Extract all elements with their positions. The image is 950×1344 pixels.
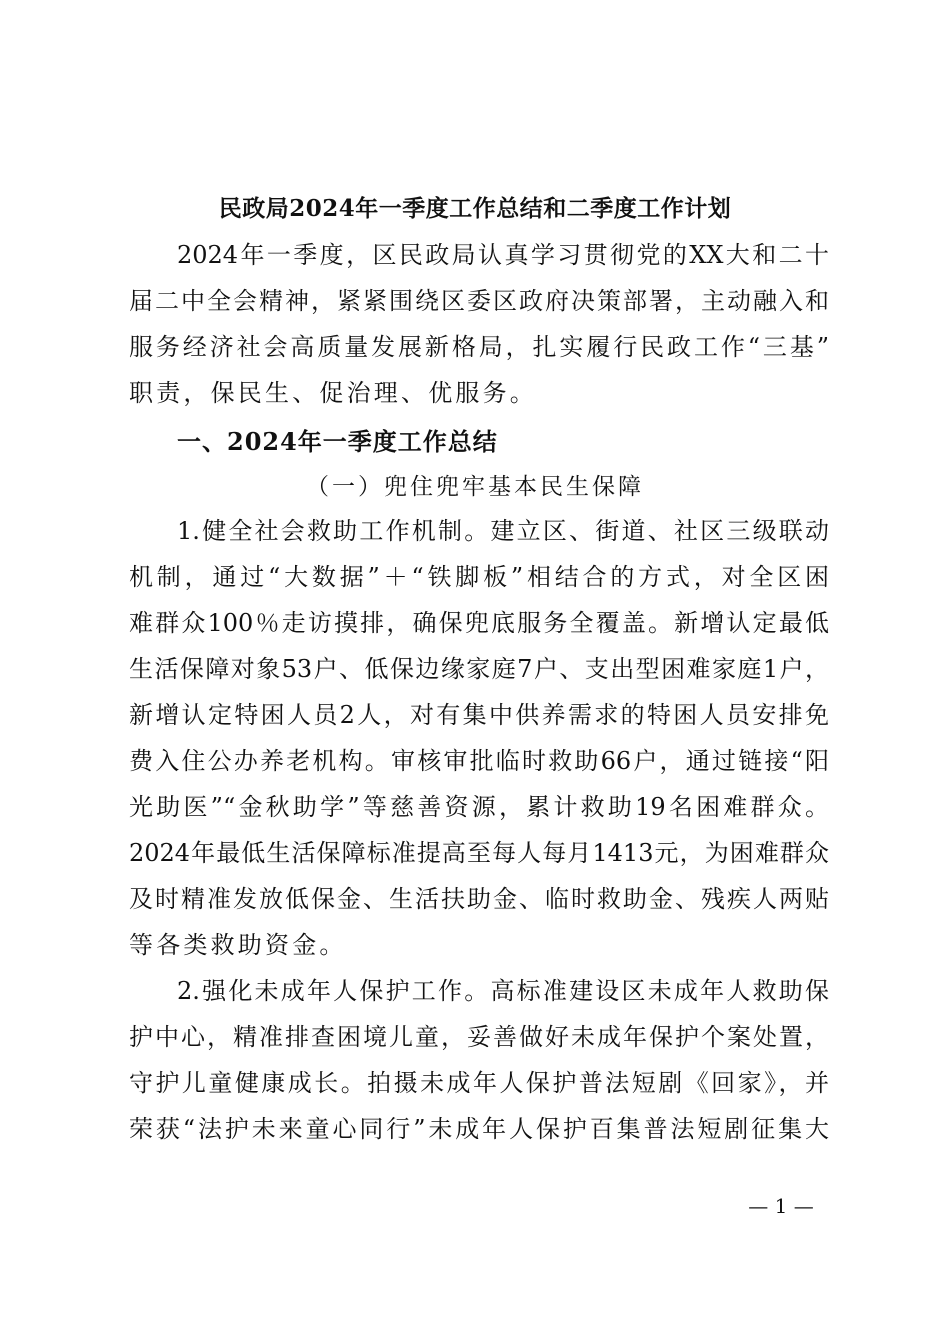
para2-line-1: 2.强化未成年人保护工作。高标准建设区未成年人救助保 bbox=[177, 977, 829, 1005]
page-number: — 1 — bbox=[748, 1194, 814, 1218]
para1-line-3: 难群众100％走访摸排，确保兜底服务全覆盖。新增认定最低 bbox=[129, 609, 829, 637]
subsection-heading-1: （一）兜住兜牢基本民生保障 bbox=[306, 474, 644, 500]
intro-line-3: 服务经济社会高质量发展新格局，扎实履行民政工作“三基” bbox=[129, 333, 829, 361]
para1-line-1: 1.健全社会救助工作机制。建立区、街道、社区三级联动 bbox=[177, 517, 829, 545]
para1-line-6: 费入住公办养老机构。审核审批临时救助66户，通过链接“阳 bbox=[129, 747, 829, 775]
document-title: 民政局2024年一季度工作总结和二季度工作计划 bbox=[218, 195, 732, 222]
section-heading-1: 一、2024年一季度工作总结 bbox=[177, 427, 498, 456]
para1-line-2: 机制，通过“大数据”＋“铁脚板”相结合的方式，对全区困 bbox=[129, 563, 829, 591]
intro-line-4: 职责，保民生、促治理、优服务。 bbox=[129, 379, 537, 407]
para2-line-4: 荣获“法护未来童心同行”未成年人保护百集普法短剧征集大 bbox=[129, 1115, 829, 1143]
para1-line-7: 光助医”“金秋助学”等慈善资源，累计救助19名困难群众。 bbox=[129, 793, 829, 821]
para1-line-8: 2024年最低生活保障标准提高至每人每月1413元，为困难群众 bbox=[129, 839, 829, 867]
intro-line-1: 2024年一季度，区民政局认真学习贯彻党的XX大和二十 bbox=[177, 241, 829, 269]
para2-line-3: 守护儿童健康成长。拍摄未成年人保护普法短剧《回家》，并 bbox=[129, 1069, 829, 1097]
para1-line-10: 等各类救助资金。 bbox=[129, 931, 347, 959]
para2-line-2: 护中心，精准排查困境儿童，妥善做好未成年保护个案处置， bbox=[129, 1023, 829, 1051]
para1-line-9: 及时精准发放低保金、生活扶助金、临时救助金、残疾人两贴 bbox=[129, 885, 829, 913]
para1-line-4: 生活保障对象53户、低保边缘家庭7户、支出型困难家庭1户， bbox=[129, 655, 829, 683]
intro-line-2: 届二中全会精神，紧紧围绕区委区政府决策部署，主动融入和 bbox=[129, 287, 829, 315]
para1-line-5: 新增认定特困人员2人，对有集中供养需求的特困人员安排免 bbox=[129, 701, 829, 729]
